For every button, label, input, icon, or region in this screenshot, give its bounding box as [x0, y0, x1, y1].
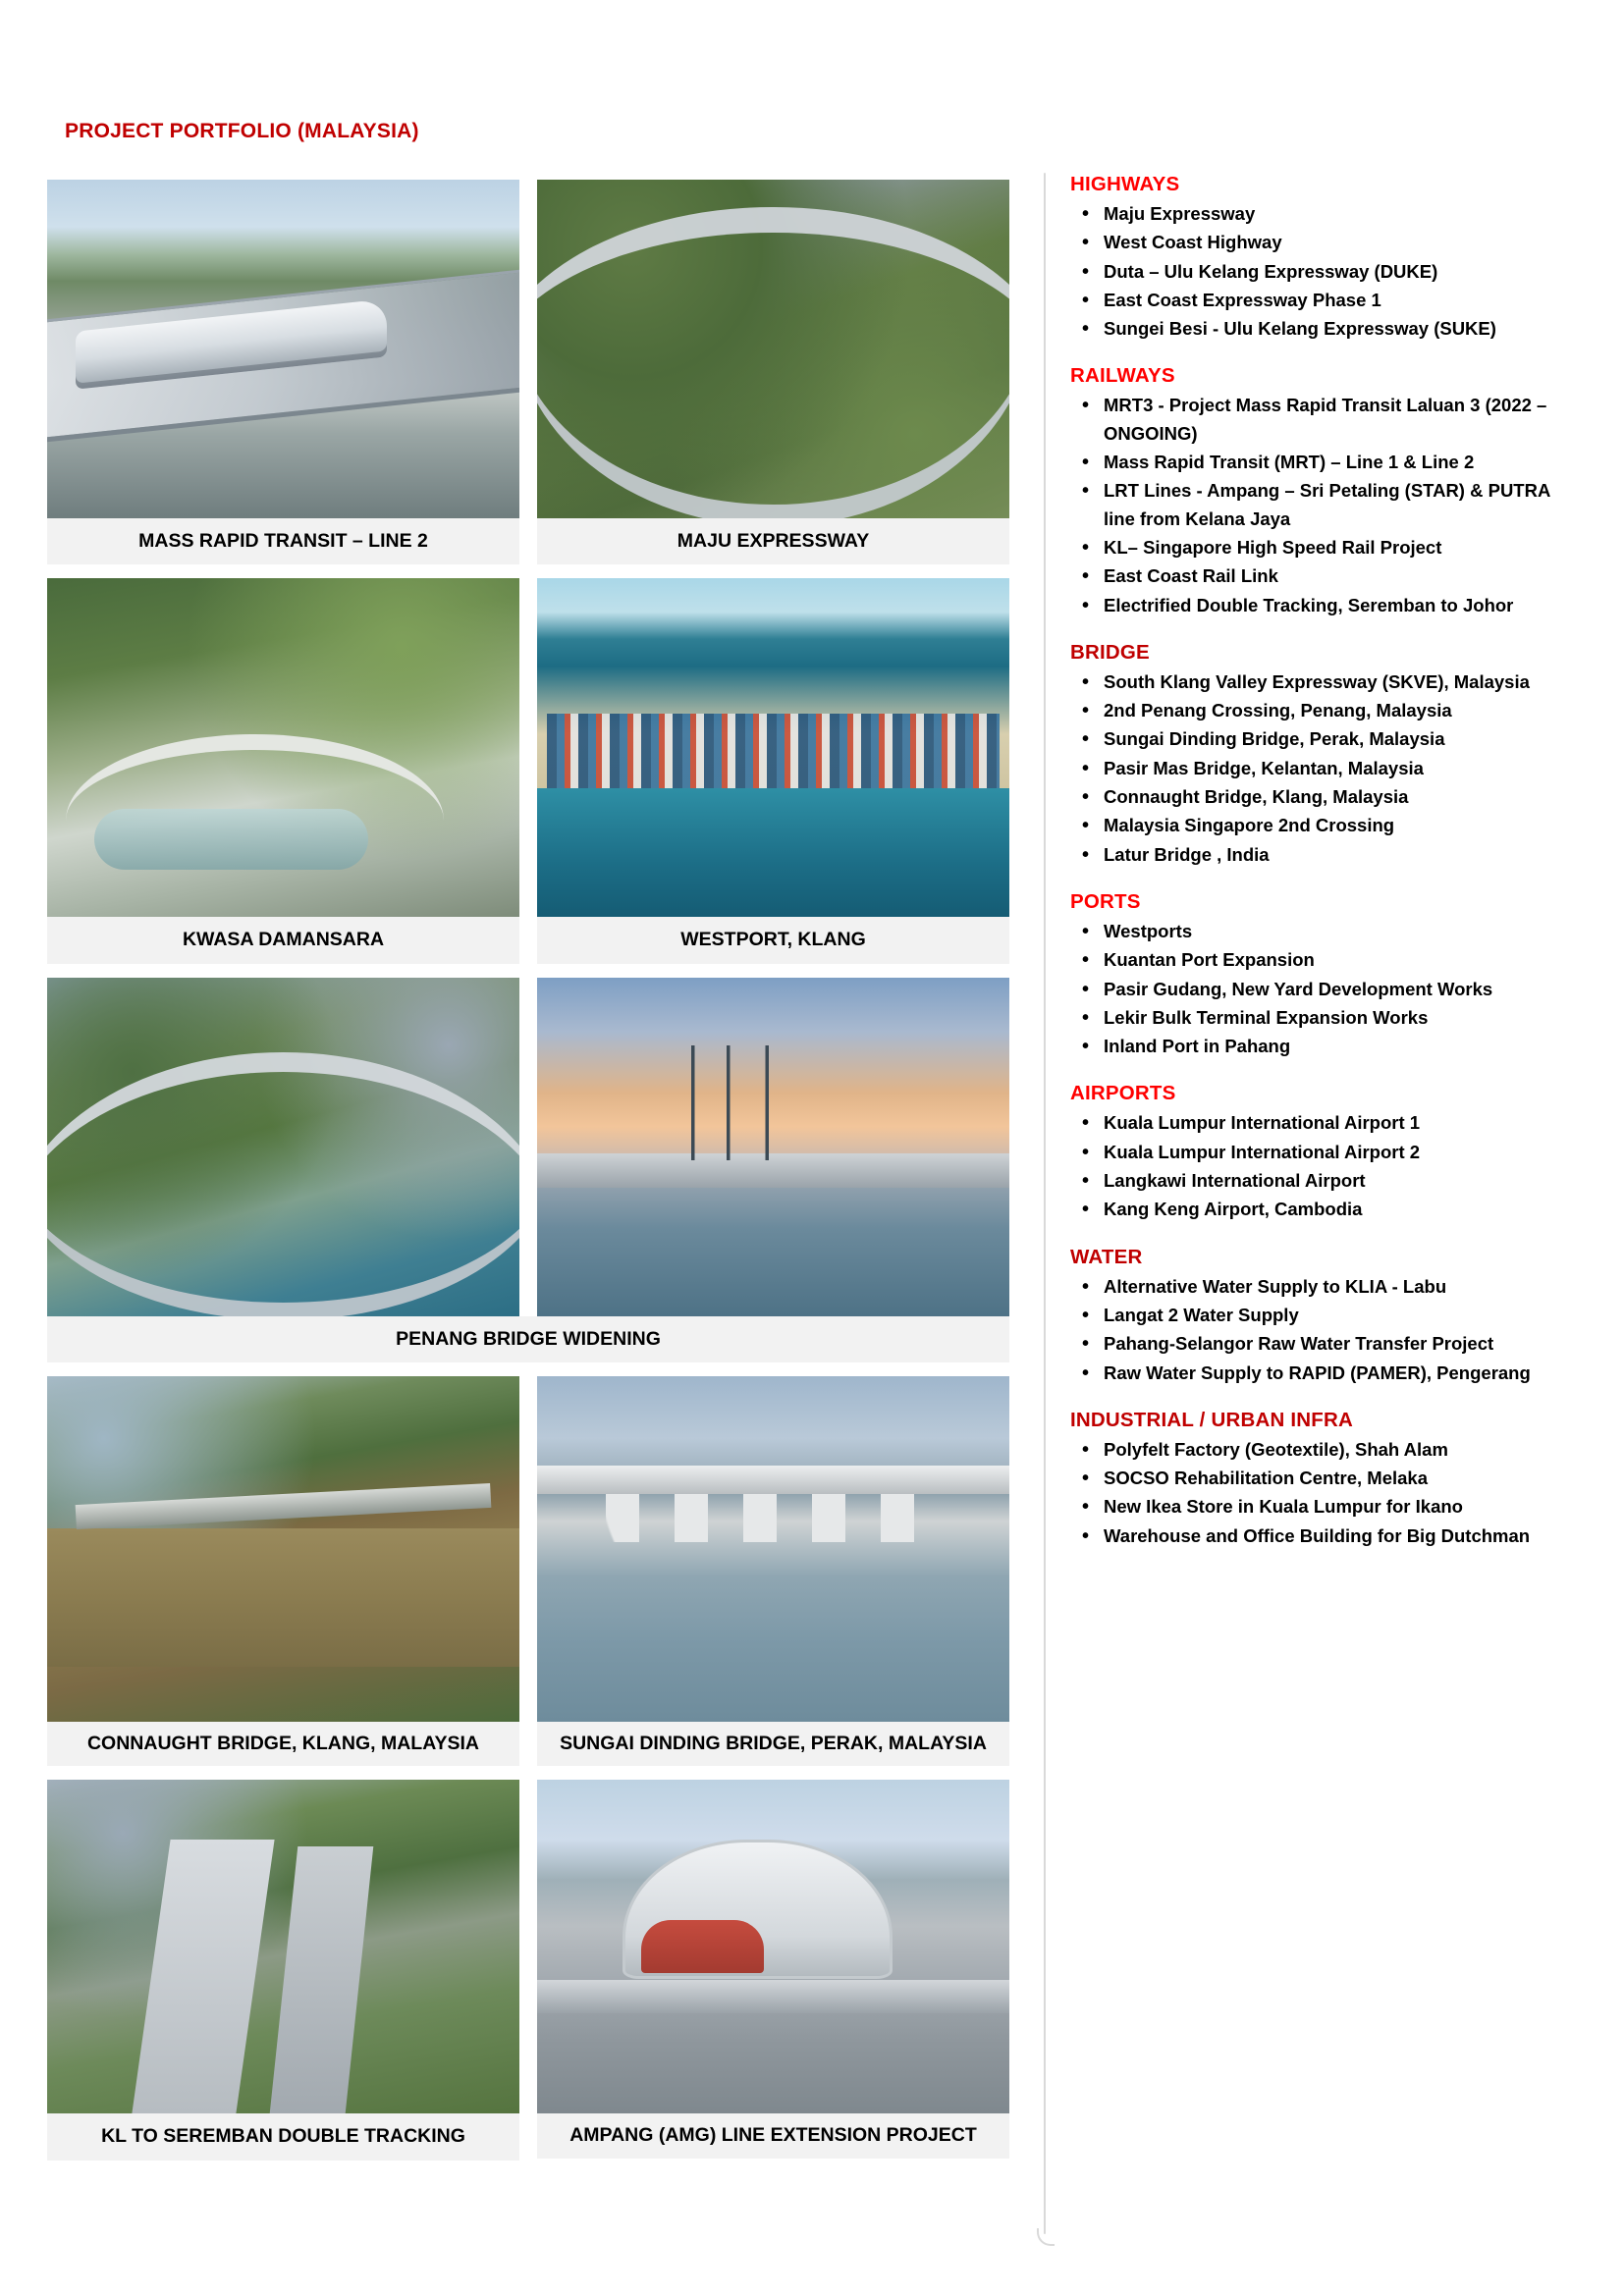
section-highways — [1070, 173, 1581, 343]
photo-caption: CONNAUGHT BRIDGE, KLANG, MALAYSIA — [47, 1722, 519, 1766]
gallery-row — [47, 180, 1029, 564]
photo-caption: SUNGAI DINDING BRIDGE, PERAK, MALAYSIA — [537, 1722, 1009, 1766]
photo-kl-to-seremban-double-tracking — [47, 1780, 519, 2113]
section-list — [1070, 1273, 1581, 1387]
photo-penang-bridge-sunset — [537, 978, 1009, 1316]
photo-ampang-amg-line-extension — [537, 1780, 1009, 2113]
gallery-row — [47, 1780, 1029, 2160]
list-item: • Kuala Lumpur International Airport 1 — [1070, 1109, 1581, 1137]
photo-mass-rapid-transit-line-2 — [47, 180, 519, 518]
photo-caption: KWASA DAMANSARA — [47, 917, 519, 963]
photo-sungai-dinding-bridge-perak — [537, 1376, 1009, 1722]
list-item: • LRT Lines - Ampang – Sri Petaling (STAR) & PUTRA line from Kelana Jaya — [1070, 477, 1581, 533]
gallery-row — [47, 578, 1029, 963]
section-heading: WATER — [1070, 1245, 1143, 1268]
vertical-divider — [1044, 173, 1046, 2234]
list-item: • Westports — [1070, 918, 1581, 945]
list-item: • MRT3 - Project Mass Rapid Transit Laluan 3 (2022 – ONGOING) — [1070, 392, 1581, 448]
list-item: • SOCSO Rehabilitation Centre, Melaka — [1070, 1465, 1581, 1492]
list-item: • Latur Bridge , India — [1070, 841, 1581, 869]
section-bridge — [1070, 641, 1581, 869]
list-item: • KL– Singapore High Speed Rail Project — [1070, 534, 1581, 561]
list-item: • Sungei Besi - Ulu Kelang Expressway (SUKE) — [1070, 315, 1581, 343]
photo-caption: WESTPORT, KLANG — [537, 917, 1009, 963]
list-item: • Alternative Water Supply to KLIA - Labu — [1070, 1273, 1581, 1301]
project-photo-gallery — [47, 180, 1029, 2174]
photo-caption: MASS RAPID TRANSIT – LINE 2 — [47, 518, 519, 564]
list-item: • Warehouse and Office Building for Big Dutchman — [1070, 1522, 1581, 1550]
photo-penang-bridge-widening-aerial — [47, 978, 519, 1316]
photo-westport-klang — [537, 578, 1009, 917]
list-item: • East Coast Rail Link — [1070, 562, 1581, 590]
list-item: • West Coast Highway — [1070, 229, 1581, 256]
list-item: • Lekir Bulk Terminal Expansion Works — [1070, 1004, 1581, 1032]
gallery-item-penang-bridge-widening — [47, 1316, 1009, 1362]
list-item: • Connaught Bridge, Klang, Malaysia — [1070, 783, 1581, 811]
list-item: • Malaysia Singapore 2nd Crossing — [1070, 812, 1581, 839]
gallery-item-kl-seremban-double-tracking — [47, 1780, 519, 2160]
list-item: • Kuala Lumpur International Airport 2 — [1070, 1139, 1581, 1166]
section-heading: AIRPORTS — [1070, 1082, 1176, 1105]
gallery-item-mrt-line-2 — [47, 180, 519, 564]
list-item: • 2nd Penang Crossing, Penang, Malaysia — [1070, 697, 1581, 724]
list-item: • Inland Port in Pahang — [1070, 1033, 1581, 1060]
photo-connaught-bridge-klang — [47, 1376, 519, 1722]
photo-caption: PENANG BRIDGE WIDENING — [47, 1316, 1009, 1362]
list-item: • New Ikea Store in Kuala Lumpur for Ikano — [1070, 1493, 1581, 1521]
page-title: PROJECT PORTFOLIO (MALAYSIA) — [65, 120, 419, 142]
list-item: • East Coast Expressway Phase 1 — [1070, 287, 1581, 314]
list-item: • Langat 2 Water Supply — [1070, 1302, 1581, 1329]
gallery-item-maju-expressway — [537, 180, 1009, 564]
photo-kwasa-damansara — [47, 578, 519, 917]
project-categories-sidebar — [1070, 173, 1581, 1572]
section-water — [1070, 1246, 1581, 1387]
photo-maju-expressway — [537, 180, 1009, 518]
gallery-row — [47, 1376, 1029, 1766]
list-item: • Duta – Ulu Kelang Expressway (DUKE) — [1070, 258, 1581, 286]
photo-caption: KL TO SEREMBAN DOUBLE TRACKING — [47, 2113, 519, 2160]
list-item: • Polyfelt Factory (Geotextile), Shah Alam — [1070, 1436, 1581, 1464]
section-list — [1070, 392, 1581, 618]
gallery-row — [47, 1316, 1029, 1362]
photo-caption: MAJU EXPRESSWAY — [537, 518, 1009, 564]
section-heading: BRIDGE — [1070, 640, 1150, 664]
list-item: • Pahang-Selangor Raw Water Transfer Project — [1070, 1330, 1581, 1358]
list-item: • Raw Water Supply to RAPID (PAMER), Pengerang — [1070, 1360, 1581, 1387]
gallery-item-westport-klang — [537, 578, 1009, 963]
list-item: • Langkawi International Airport — [1070, 1167, 1581, 1195]
section-heading: PORTS — [1070, 889, 1141, 913]
gallery-item-kwasa-damansara — [47, 578, 519, 963]
list-item: • Kang Keng Airport, Cambodia — [1070, 1196, 1581, 1223]
list-item: • Pasir Gudang, New Yard Development Works — [1070, 976, 1581, 1003]
list-item: • Mass Rapid Transit (MRT) – Line 1 & Line 2 — [1070, 449, 1581, 476]
section-ports — [1070, 890, 1581, 1060]
section-heading: HIGHWAYS — [1070, 173, 1180, 195]
section-list — [1070, 918, 1581, 1060]
section-industrial-urban-infra — [1070, 1409, 1581, 1550]
section-airports — [1070, 1082, 1581, 1223]
list-item: • South Klang Valley Expressway (SKVE), Malaysia — [1070, 668, 1581, 696]
list-item: • Pasir Mas Bridge, Kelantan, Malaysia — [1070, 755, 1581, 782]
gallery-item-connaught-bridge — [47, 1376, 519, 1766]
section-heading: RAILWAYS — [1070, 364, 1175, 388]
section-list — [1070, 1436, 1581, 1550]
list-item: • Maju Expressway — [1070, 200, 1581, 228]
section-list — [1070, 200, 1581, 343]
photo-caption: AMPANG (AMG) LINE EXTENSION PROJECT — [537, 2113, 1009, 2158]
section-heading: INDUSTRIAL / URBAN INFRA — [1070, 1408, 1353, 1431]
list-item: • Electrified Double Tracking, Seremban to Johor — [1070, 592, 1581, 619]
section-list — [1070, 668, 1581, 869]
section-list — [1070, 1109, 1581, 1223]
train-carriage-shape — [641, 1920, 764, 1973]
list-item: • Kuantan Port Expansion — [1070, 946, 1581, 974]
gallery-row — [47, 978, 1029, 1316]
list-item: • Sungai Dinding Bridge, Perak, Malaysia — [1070, 725, 1581, 753]
gallery-item-ampang-line-extension — [537, 1780, 1009, 2160]
gallery-item-sungai-dinding-bridge — [537, 1376, 1009, 1766]
section-railways — [1070, 364, 1581, 618]
